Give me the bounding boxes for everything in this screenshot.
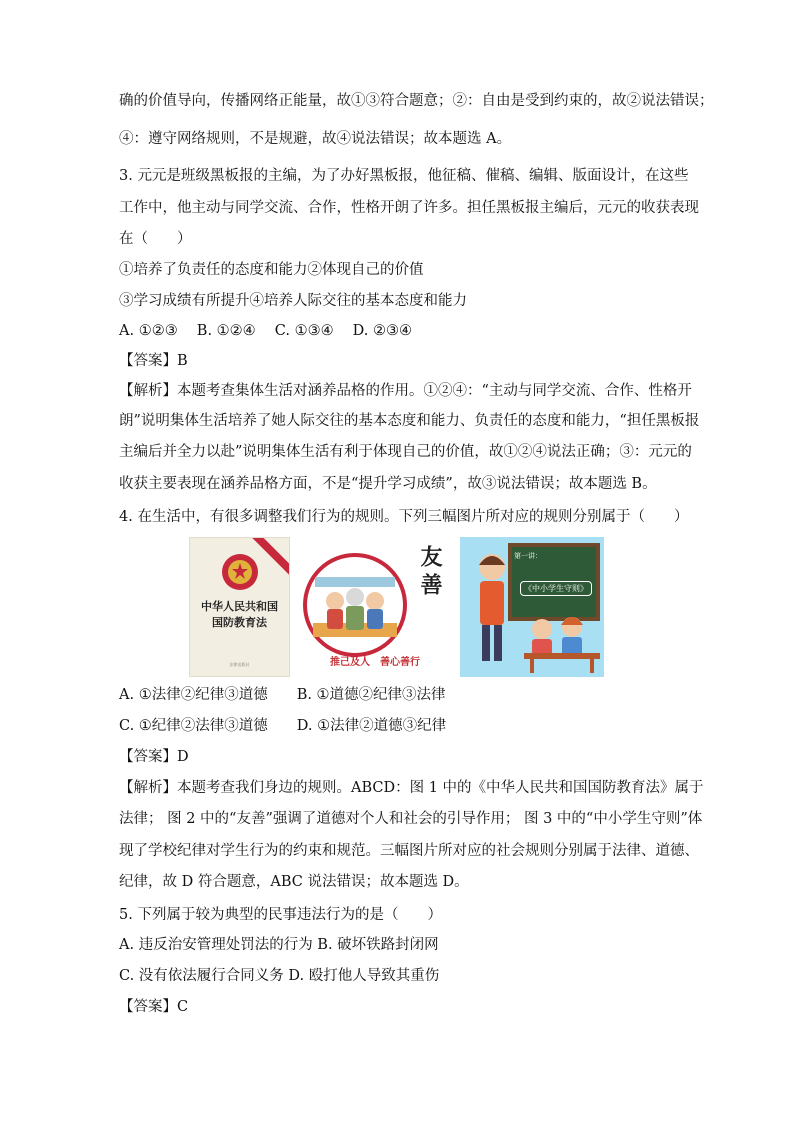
choice-line: A. ①法律②纪律③道德 B. ①道德②纪律③法律	[119, 687, 446, 703]
national-emblem-icon	[220, 552, 260, 592]
analysis-line: 【解析】本题考查集体生活对涵养品格的作用。①②④：“主动与同学交流、合作、性格开	[119, 383, 692, 399]
friendliness-slogan: 推己及人 善心善行	[330, 657, 420, 668]
text-line: 工作中，他主动与同学交流、合作，性格开朗了许多。担任黑板报主编后，元元的收获表现	[119, 200, 699, 216]
analysis-line: 法律； 图 2 中的“友善”强调了道德对个人和社会的引导作用； 图 3 中的“中小学生守则”体	[119, 811, 703, 827]
answer-line: 【答案】C	[119, 999, 189, 1015]
figure-book-cover	[189, 537, 290, 677]
analysis-line: 主编后并全力以赴”说明集体生活有利于体现自己的价值，故①②④说法正确；③：元元的	[119, 444, 692, 460]
book-title-line1: 中华人民共和国	[201, 600, 278, 613]
blackboard-heading: 第一讲：	[514, 552, 542, 560]
choice-line: C. 没有依法履行合同义务 D. 殴打他人导致其重伤	[119, 968, 440, 984]
analysis-line: 朗”说明集体生活培养了她人际交往的基本态度和能力、负责任的态度和能力，“担任黑板报	[119, 413, 700, 429]
analysis-line: 纪律，故 D 符合题意，ABC 说法错误；故本题选 D。	[119, 874, 469, 890]
question-3-stem: 3. 元元是班级黑板报的主编，为了办好黑板报，他征稿、催稿、编辑、版面设计，在这些	[119, 168, 689, 184]
text-line: 在（ ）	[119, 231, 192, 247]
text-line: ④：遵守网络规则，不是规避，故④说法错误；故本题选 A。	[119, 131, 512, 147]
book-title-line2: 国防教育法	[212, 616, 267, 629]
choice-line: A. ①②③ B. ①②④ C. ①③④ D. ②③④	[119, 323, 413, 339]
analysis-line: 收获主要表现在涵养品格方面，不是“提升学习成绩”，故③说法错误；故本题选 B。	[119, 476, 657, 492]
option-line: ③学习成绩有所提升④培养人际交往的基本态度和能力	[119, 293, 467, 309]
answer-line: 【答案】B	[119, 353, 188, 369]
choice-line: C. ①纪律②法律③道德 D. ①法律②道德③纪律	[119, 718, 447, 734]
choice-line: A. 违反治安管理处罚法的行为 B. 破坏铁路封闭网	[119, 937, 439, 953]
text-line: 确的价值导向，传播网络正能量，故①③符合题意；②：自由是受到约束的，故②说法错误；	[119, 93, 714, 109]
figure-friendliness-poster	[297, 537, 453, 677]
analysis-line: 现了学校纪律对学生行为的约束和规范。三幅图片所对应的社会规则分别属于法律、道德、	[119, 843, 699, 859]
option-line: ①培养了负责任的态度和能力②体现自己的价值	[119, 262, 424, 278]
question-4-stem: 4. 在生活中，有很多调整我们行为的规则。下列三幅图片所对应的规则分别属于（ ）	[119, 509, 689, 525]
blackboard-caption: 《中小学生守则》	[520, 581, 592, 596]
figure-classroom-blackboard	[460, 537, 604, 677]
analysis-line: 【解析】本题考查我们身边的规则。ABCD：图 1 中的《中华人民共和国国防教育法》属于	[119, 780, 704, 796]
friendliness-title: 友善	[417, 545, 443, 601]
bus-passengers-illustration	[301, 551, 409, 659]
question-5-stem: 5. 下列属于较为典型的民事违法行为的是（ ）	[119, 907, 442, 923]
book-publisher: 法律出版社	[229, 662, 250, 667]
answer-line: 【答案】D	[119, 749, 189, 765]
